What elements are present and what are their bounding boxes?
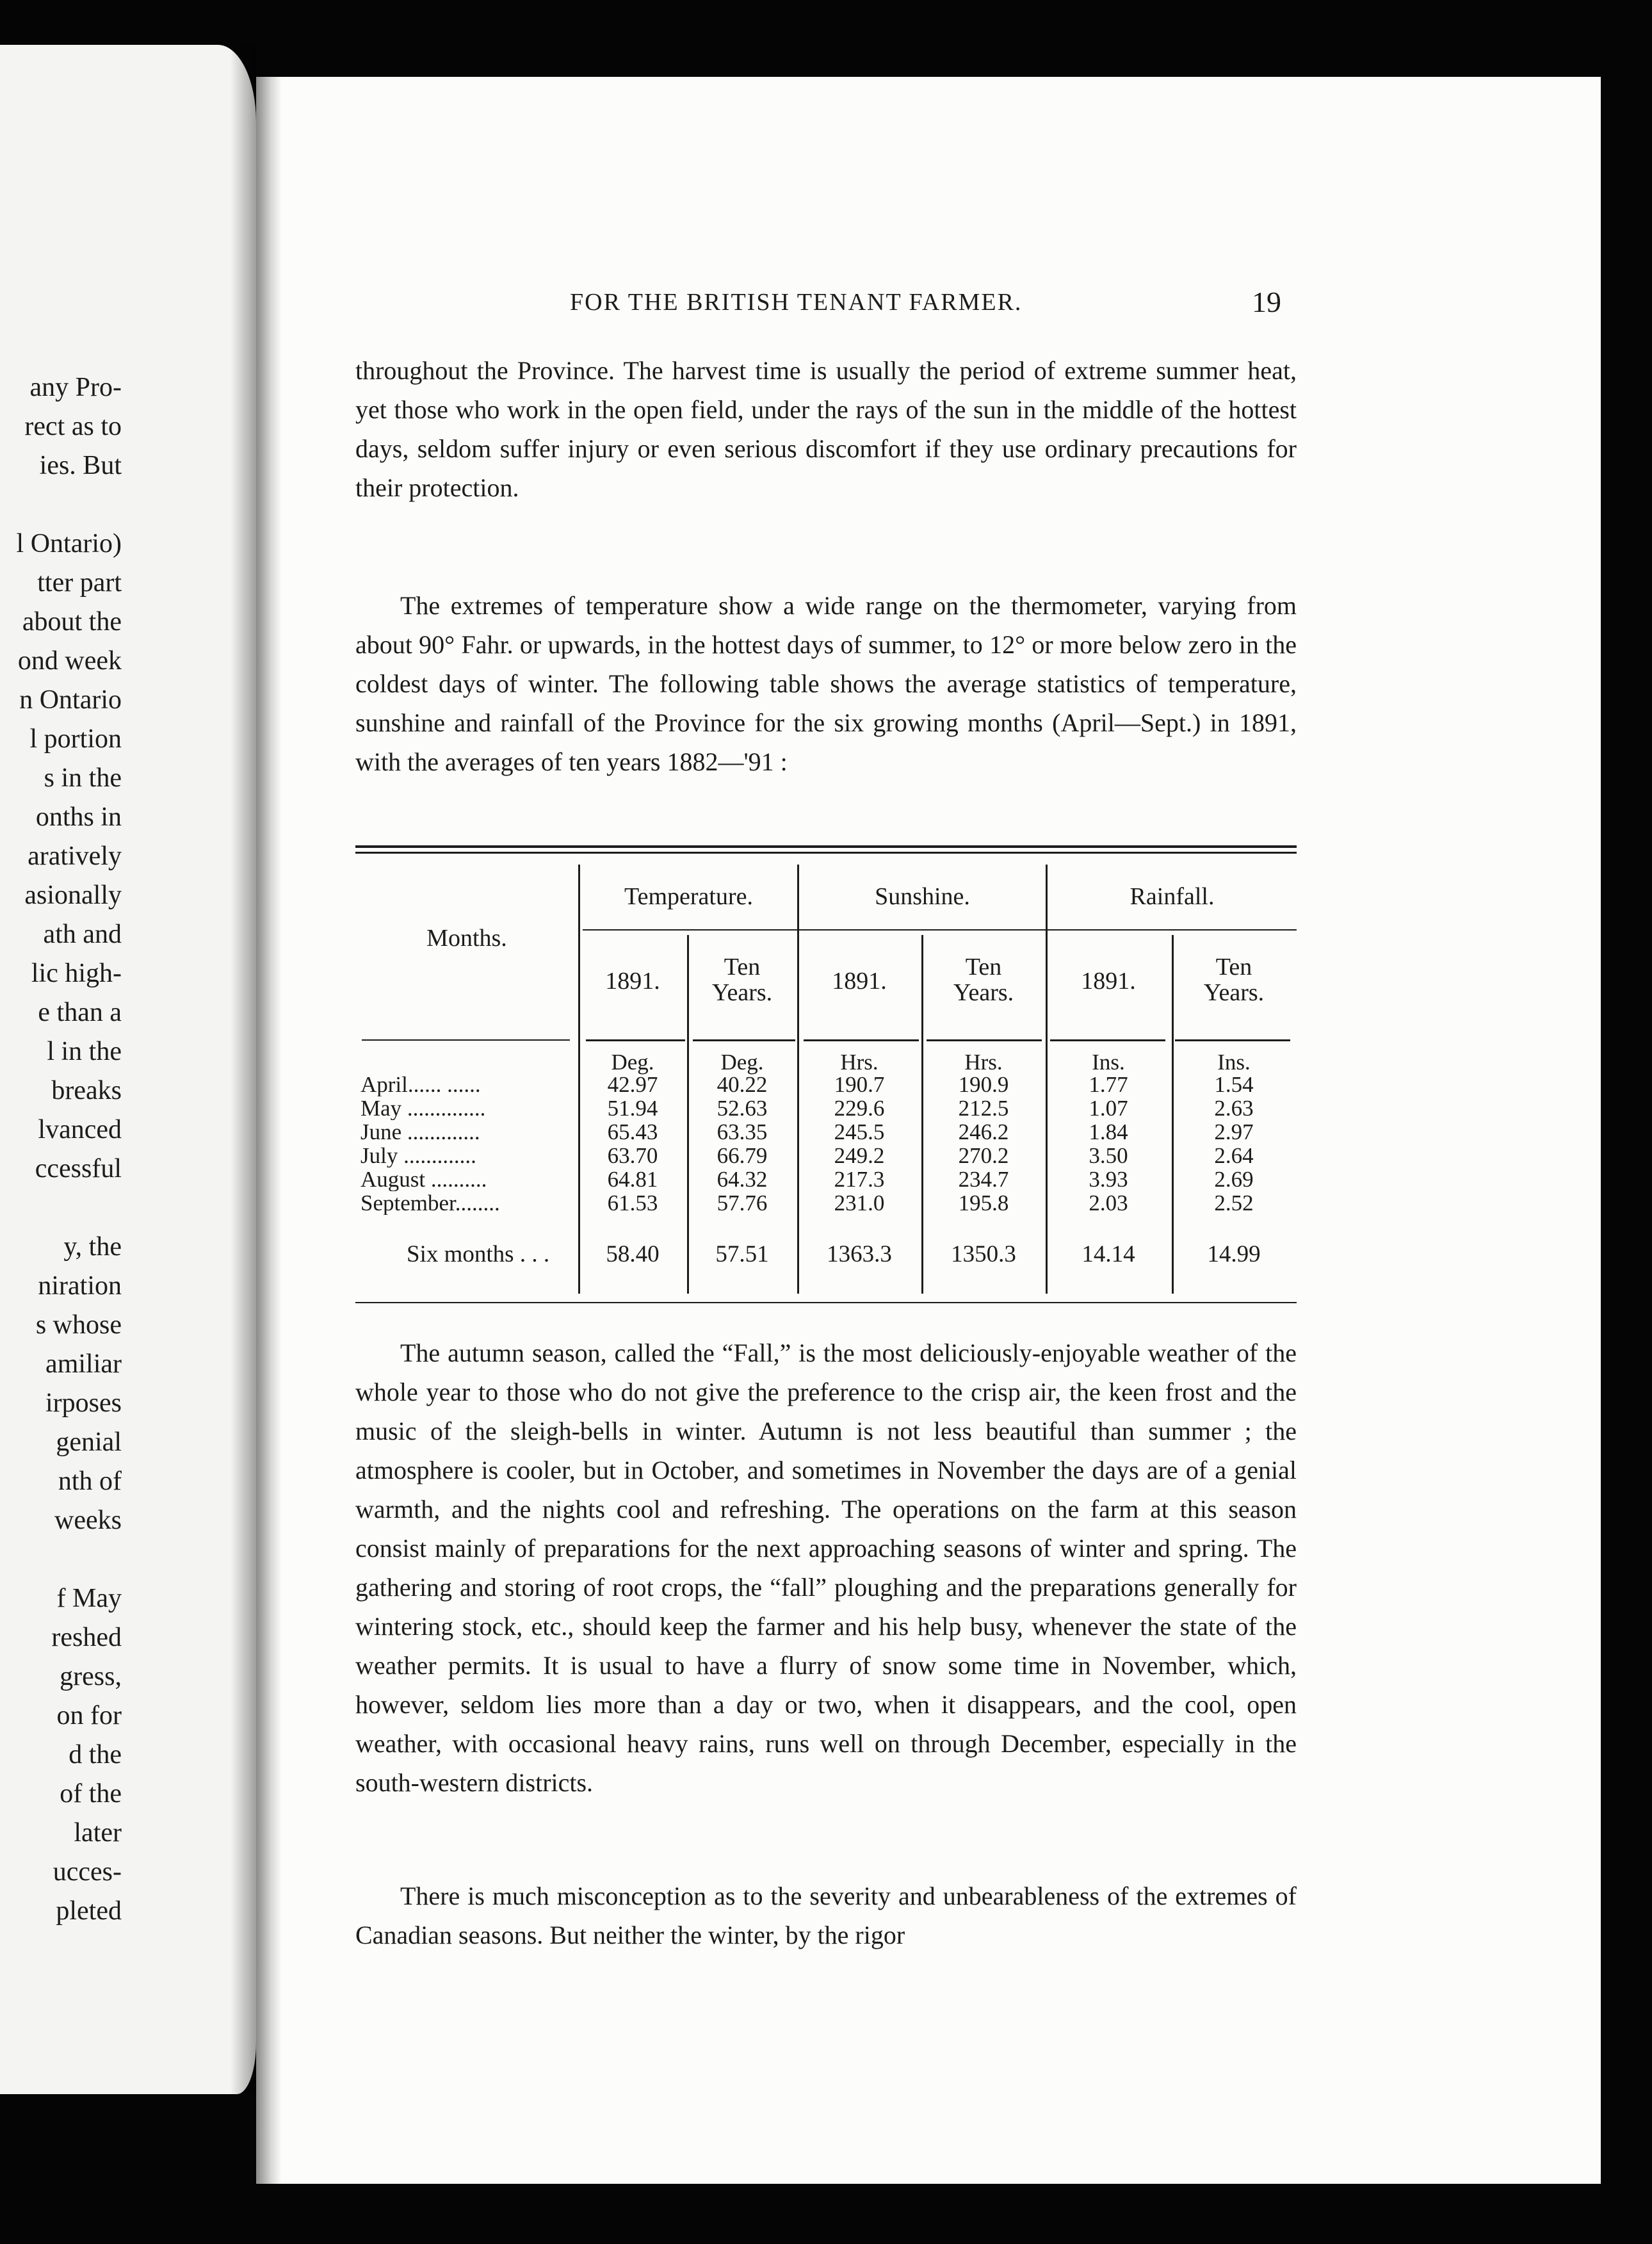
total-cell: 14.14 (1081, 1241, 1135, 1267)
facing-page-line: asionally (24, 881, 122, 910)
facing-page-line: genial (56, 1427, 122, 1457)
table-cell: 270.2 (958, 1143, 1009, 1168)
table-cell: 2.52 (1214, 1191, 1254, 1216)
table-top-rule (355, 852, 1297, 854)
table-cell: 65.43 (607, 1119, 658, 1144)
table-cell: 2.64 (1214, 1143, 1254, 1168)
table-cell: 249.2 (834, 1143, 885, 1168)
table-cell: 229.6 (834, 1096, 885, 1121)
facing-page-line: n Ontario (19, 685, 122, 715)
column-header: 1891. (1081, 968, 1136, 995)
column-header: Ten Years. (711, 954, 773, 1006)
facing-page-line: ccessful (35, 1154, 122, 1183)
running-head (256, 283, 1601, 321)
unit-label: Ins. (1092, 1050, 1125, 1075)
table-cell: 234.7 (958, 1167, 1009, 1192)
column-header: Ten Years. (953, 954, 1014, 1006)
month-label: August .......... (360, 1167, 487, 1191)
facing-page-line: onths in (35, 802, 122, 832)
facing-page-line: breaks (51, 1076, 122, 1105)
table-cell: 1.77 (1089, 1072, 1128, 1097)
table-cell: 3.50 (1089, 1143, 1128, 1168)
table-cell: 1.54 (1214, 1072, 1254, 1097)
table-cell: 1.07 (1089, 1096, 1128, 1121)
facing-page-line: amiliar (45, 1349, 122, 1379)
unit-label: Deg. (720, 1050, 764, 1075)
table-cell: 40.22 (717, 1072, 768, 1097)
table-top-rule (355, 845, 1297, 848)
table-cell: 66.79 (717, 1143, 768, 1168)
statistics-table (355, 845, 1297, 1306)
spine-shadow (256, 77, 282, 2184)
facing-page-line: pleted (56, 1896, 122, 1926)
facing-page-line: lvanced (38, 1115, 122, 1144)
table-cell: 1.84 (1089, 1119, 1128, 1144)
facing-page-line: s in the (44, 763, 122, 793)
facing-page-line: weeks (54, 1506, 122, 1535)
table-cell: 190.7 (834, 1072, 885, 1097)
paragraph: throughout the Province. The harvest time is usually the period of extreme summer heat, yet those who work in the open field, under the rays of the sun in the middle of the hottest days, seldom suffer injury or even serious discomfort if they use ordinary precautions for their protection. (355, 356, 1297, 502)
table-cell: 63.35 (717, 1119, 768, 1144)
unit-label: Hrs. (964, 1050, 1003, 1075)
total-label: Six months . . . (407, 1241, 550, 1267)
table-cell: 190.9 (958, 1072, 1009, 1097)
facing-page-line: ath and (43, 920, 122, 949)
total-cell: 1363.3 (827, 1241, 892, 1267)
group-header-rainfall: Rainfall. (1130, 883, 1215, 910)
table-bottom-rule (355, 1302, 1297, 1303)
facing-page-line: gress, (60, 1662, 122, 1691)
facing-page-line: irposes (45, 1388, 122, 1418)
facing-page-line: l Ontario) (16, 529, 122, 558)
facing-page-line: lic high- (31, 959, 122, 988)
column-rule (921, 935, 923, 1294)
facing-page-line: niration (38, 1271, 122, 1301)
column-header: 1891. (832, 968, 887, 995)
facing-page-line: nth of (58, 1467, 122, 1496)
facing-page-line: of the (60, 1779, 122, 1809)
table-cell: 63.70 (607, 1143, 658, 1168)
facing-page-line: y, the (63, 1232, 122, 1262)
facing-page (0, 45, 256, 2094)
month-label: September........ (360, 1191, 500, 1215)
header-bottom-rule (586, 1039, 685, 1041)
group-header-sunshine: Sunshine. (875, 883, 970, 910)
table-cell: 52.63 (717, 1096, 768, 1121)
unit-label: Deg. (611, 1050, 654, 1075)
running-title: FOR THE BRITISH TENANT FARMER. (570, 289, 1023, 316)
facing-page-line: aratively (28, 842, 122, 871)
table-cell: 3.93 (1089, 1167, 1128, 1192)
facing-page-line: rect as to (24, 412, 122, 441)
facing-page-line: e than a (38, 998, 122, 1027)
table-cell: 231.0 (834, 1191, 885, 1216)
column-header: 1891. (605, 968, 660, 995)
facing-page-line: ies. But (39, 451, 122, 480)
page (256, 77, 1601, 2184)
table-cell: 2.03 (1089, 1191, 1128, 1216)
gutter-shadow (231, 45, 256, 2094)
paragraph: The extremes of temperature show a wide range on the thermometer, varying from about 90° Fahr. or upwards, in the hottest days of summer, to 12° or more below zero in the coldest days of winter. The following table shows the average statistics of temperature, sunshine and rainfall of the Province for the six growing months (April—Sept.) in 1891, with the averages of ten years 1882—'91 : (355, 591, 1297, 776)
table-cell: 61.53 (607, 1191, 658, 1216)
table-cell: 212.5 (958, 1096, 1009, 1121)
table-cell: 57.76 (717, 1191, 768, 1216)
paragraph: The autumn season, called the “Fall,” is the most deliciously-enjoyable weather of the whole year to those who do not give the preference to the crisp air, the keen frost and the music of the sleigh-bells in winter. Autumn is not less beautiful than summer ; the atmosphere is cooler, but in October, and sometimes in November the days are of a genial warmth, and the nights cool and refreshing. The operations on the farm at this season consist mainly of preparations for the next approaching seasons of winter and spring. The gathering and storing of root crops, the “fall” ploughing and the preparations generally for wintering stock, etc., should keep the farmer and his help busy, whenever the state of the weather permits. It is usual to have a flurry of snow some time in November, which, however, seldom lies more than a day or two, when it disappears, and the cool, open weather, with occasional heavy rains, runs well on through December, especially in the south-western districts. (355, 1338, 1297, 1797)
header-bottom-rule (1175, 1039, 1290, 1041)
total-cell: 58.40 (606, 1241, 660, 1267)
table-cell: 217.3 (834, 1167, 885, 1192)
month-label: July ............. (360, 1144, 476, 1167)
column-rule (1046, 865, 1048, 1294)
facing-page-line: later (74, 1818, 122, 1848)
facing-page-line: on for (56, 1701, 122, 1730)
paragraph: There is much misconception as to the severity and unbearableness of the extremes of Canadian seasons. But neither the winter, by the rigor (355, 1882, 1297, 1949)
header-bottom-rule (693, 1039, 795, 1041)
table-cell: 2.69 (1214, 1167, 1254, 1192)
group-header-rule (583, 929, 1297, 931)
table-cell: 245.5 (834, 1119, 885, 1144)
facing-page-line: ucces- (53, 1857, 122, 1887)
table-cell: 2.97 (1214, 1119, 1254, 1144)
unit-label: Ins. (1217, 1050, 1251, 1075)
facing-page-line: ond week (17, 646, 122, 676)
facing-page-line: about the (22, 607, 122, 637)
group-header-temperature: Temperature. (624, 883, 753, 910)
facing-page-line: l portion (29, 724, 122, 754)
header-bottom-rule (804, 1039, 919, 1041)
column-header: Ten Years. (1203, 954, 1265, 1006)
facing-page-line: s whose (35, 1310, 122, 1340)
table-cell: 64.32 (717, 1167, 768, 1192)
header-bottom-rule (1050, 1039, 1165, 1041)
table-cell: 2.63 (1214, 1096, 1254, 1121)
header-bottom-rule (362, 1039, 570, 1041)
total-cell: 57.51 (715, 1241, 769, 1267)
table-cell: 195.8 (958, 1191, 1009, 1216)
page-number: 19 (1252, 286, 1281, 318)
table-cell: 51.94 (607, 1096, 658, 1121)
table-cell: 246.2 (958, 1119, 1009, 1144)
month-label: May .............. (360, 1096, 486, 1120)
column-rule (1172, 935, 1174, 1294)
total-cell: 1350.3 (951, 1241, 1016, 1267)
facing-page-line: tter part (37, 568, 122, 598)
month-label: April...... ...... (360, 1073, 481, 1096)
table-cell: 64.81 (607, 1167, 658, 1192)
header-bottom-rule (927, 1039, 1042, 1041)
facing-page-line: any Pro- (29, 373, 122, 402)
facing-page-line: d the (69, 1740, 122, 1769)
table-cell: 42.97 (607, 1072, 658, 1097)
facing-page-line: reshed (51, 1623, 122, 1652)
month-label: June ............. (360, 1120, 480, 1144)
total-cell: 14.99 (1207, 1241, 1261, 1267)
facing-page-line: f May (56, 1584, 122, 1613)
unit-label: Hrs. (840, 1050, 879, 1075)
row-header: Months. (426, 925, 507, 952)
facing-page-line: l in the (47, 1037, 122, 1066)
